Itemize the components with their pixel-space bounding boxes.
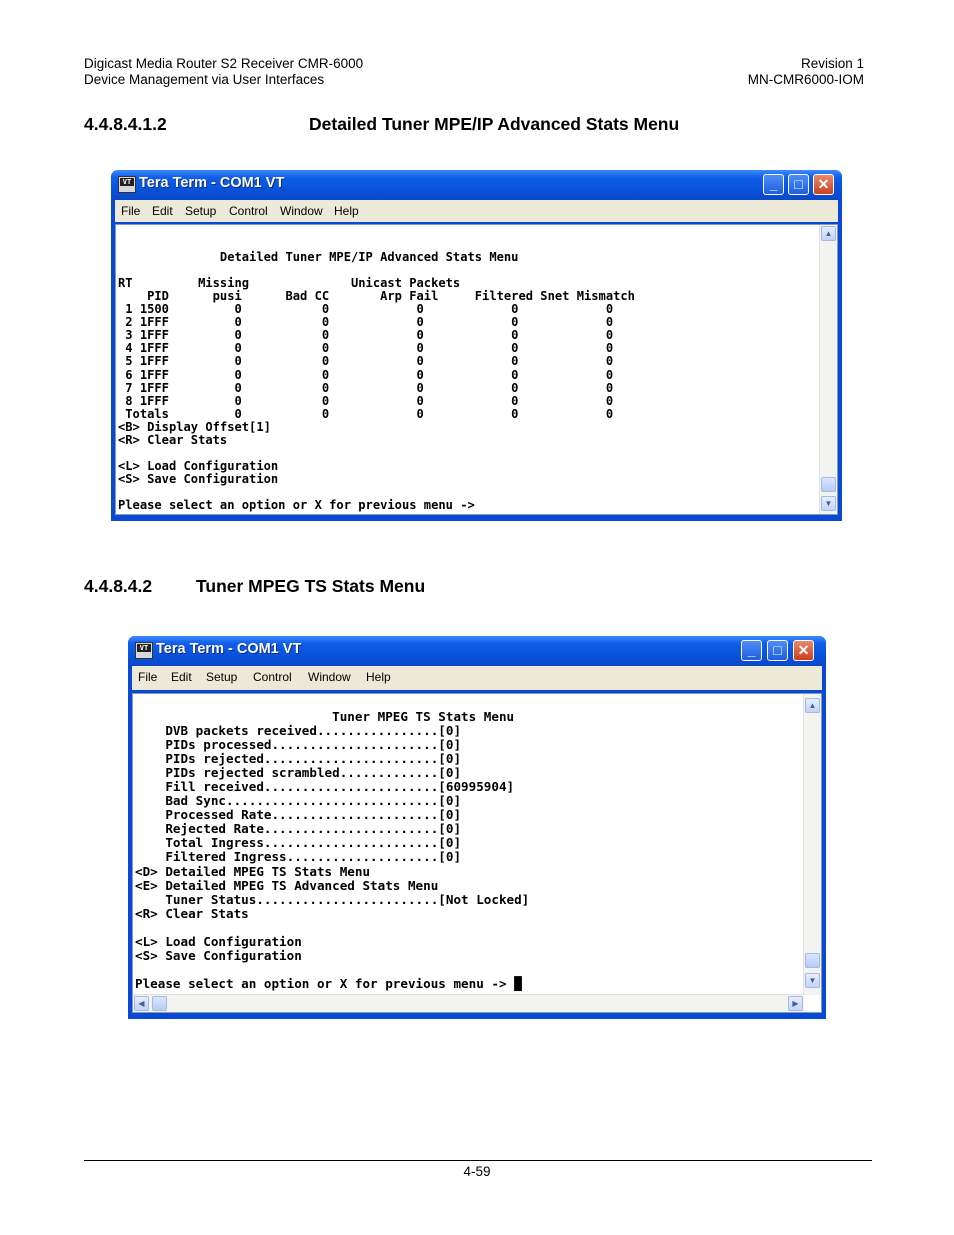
scroll-up-button[interactable]: ▲ <box>821 226 836 241</box>
scrollbar-thumb[interactable] <box>821 477 836 492</box>
doc-chapter: Device Management via User Interfaces <box>84 72 325 87</box>
menu-file[interactable]: File <box>138 670 158 684</box>
window-titlebar[interactable] <box>111 170 842 200</box>
close-button[interactable] <box>793 640 814 661</box>
menu-control[interactable]: Control <box>253 670 292 684</box>
section2-title: Tuner MPEG TS Stats Menu <box>196 576 426 596</box>
page-header-left <box>84 56 363 88</box>
terminal-output: Tuner MPEG TS Stats Menu DVB packets received................[0] PIDs processed......................[0] PIDs rejected.......................[0] PIDs rejected scrambled.............[0] Fill received.......................[60995904] Bad Sync............................[0] Processed Rate......................[0] Rejected Rate.......................[0] Total Ingress.......................[0] Filtered Ingress....................[0] <D> Detailed MPEG TS Stats Menu <E> Detailed MPEG TS Advanced Stats Menu Tuner Status........................[Not Locked] <R> Clear Stats <L> Load Configuration <S> Save Configuration Please select an option or X for previous menu -> █ <box>135 709 530 991</box>
scroll-right-button[interactable]: ▶ <box>788 996 803 1011</box>
scroll-up-button[interactable]: ▲ <box>805 698 820 713</box>
minimize-button[interactable] <box>763 174 784 195</box>
doc-number: MN-CMR6000-IOM <box>747 72 864 87</box>
footer-rule <box>84 1160 872 1161</box>
menu-edit[interactable]: Edit <box>152 204 173 218</box>
close-icon: ✕ <box>797 642 810 658</box>
minimize-icon: _ <box>769 176 778 192</box>
maximize-icon: □ <box>794 176 803 192</box>
scroll-left-button[interactable]: ◀ <box>134 996 149 1011</box>
section2-heading <box>84 576 425 597</box>
maximize-button[interactable] <box>788 174 809 195</box>
section2-number: 4.4.8.4.2 <box>84 576 153 596</box>
tera-term-window-1 <box>111 170 842 521</box>
scrollbar-thumb[interactable] <box>805 953 820 968</box>
minimize-icon: _ <box>747 642 756 658</box>
horizontal-scrollbar[interactable] <box>133 994 804 1012</box>
terminal-screen[interactable] <box>132 693 822 1013</box>
maximize-button[interactable] <box>767 640 788 661</box>
scroll-down-button[interactable]: ▼ <box>821 496 836 511</box>
doc-revision: Revision 1 <box>800 56 864 71</box>
section1-number: 4.4.8.4.1.2 <box>84 114 167 134</box>
menu-control[interactable]: Control <box>229 204 268 218</box>
menu-window[interactable]: Window <box>280 204 323 218</box>
window-titlebar[interactable] <box>128 636 826 666</box>
vertical-scrollbar[interactable] <box>819 225 837 514</box>
close-button[interactable] <box>813 174 834 195</box>
doc-title: Digicast Media Router S2 Receiver CMR-6000 <box>84 56 364 71</box>
minimize-button[interactable] <box>741 640 762 661</box>
tera-term-app-icon: VT <box>118 176 136 193</box>
menu-setup[interactable]: Setup <box>185 204 217 218</box>
window-title: Tera Term - COM1 VT <box>156 641 302 657</box>
menu-help[interactable]: Help <box>334 204 359 218</box>
terminal-output: Detailed Tuner MPE/IP Advanced Stats Menu RT Missing Unicast Packets PID pusi Bad CC Arp Fail Filtered Snet Mismatch 1 1500 0 0 0 0 0 2 1FFF 0 0 0 0 0 3 1FFF 0 0 0 0 0 4 1FFF 0 0 0 0 0 5 1FFF 0 0 0 0 0 6 1FFF 0 0 0 0 0 7 1FFF 0 0 0 0 0 8 1FFF 0 0 0 0 0 Totals 0 0 0 0 0 <B> Display Offset[1] <R> Clear Stats <L> Load Configuration <S> Save Configuration Please select an option or X for previous menu -> <box>118 250 635 512</box>
section1-title: Detailed Tuner MPE/IP Advanced Stats Menu <box>309 114 680 134</box>
menu-bar <box>115 200 838 222</box>
menu-file[interactable]: File <box>121 204 141 218</box>
page-number: 4-59 <box>463 1164 491 1179</box>
horizontal-scrollbar-thumb[interactable] <box>152 996 167 1011</box>
menu-window[interactable]: Window <box>308 670 351 684</box>
close-icon: ✕ <box>817 176 830 192</box>
menu-bar <box>132 666 822 690</box>
scroll-down-button[interactable]: ▼ <box>805 973 820 988</box>
menu-setup[interactable]: Setup <box>206 670 238 684</box>
vertical-scrollbar[interactable] <box>803 694 821 995</box>
window-title: Tera Term - COM1 VT <box>139 175 285 191</box>
menu-help[interactable]: Help <box>366 670 391 684</box>
tera-term-window-2 <box>128 636 826 1019</box>
page-header-right <box>748 56 864 88</box>
terminal-screen[interactable] <box>115 224 838 515</box>
tera-term-app-icon: VT <box>135 642 153 659</box>
menu-edit[interactable]: Edit <box>171 670 192 684</box>
maximize-icon: □ <box>773 642 782 658</box>
